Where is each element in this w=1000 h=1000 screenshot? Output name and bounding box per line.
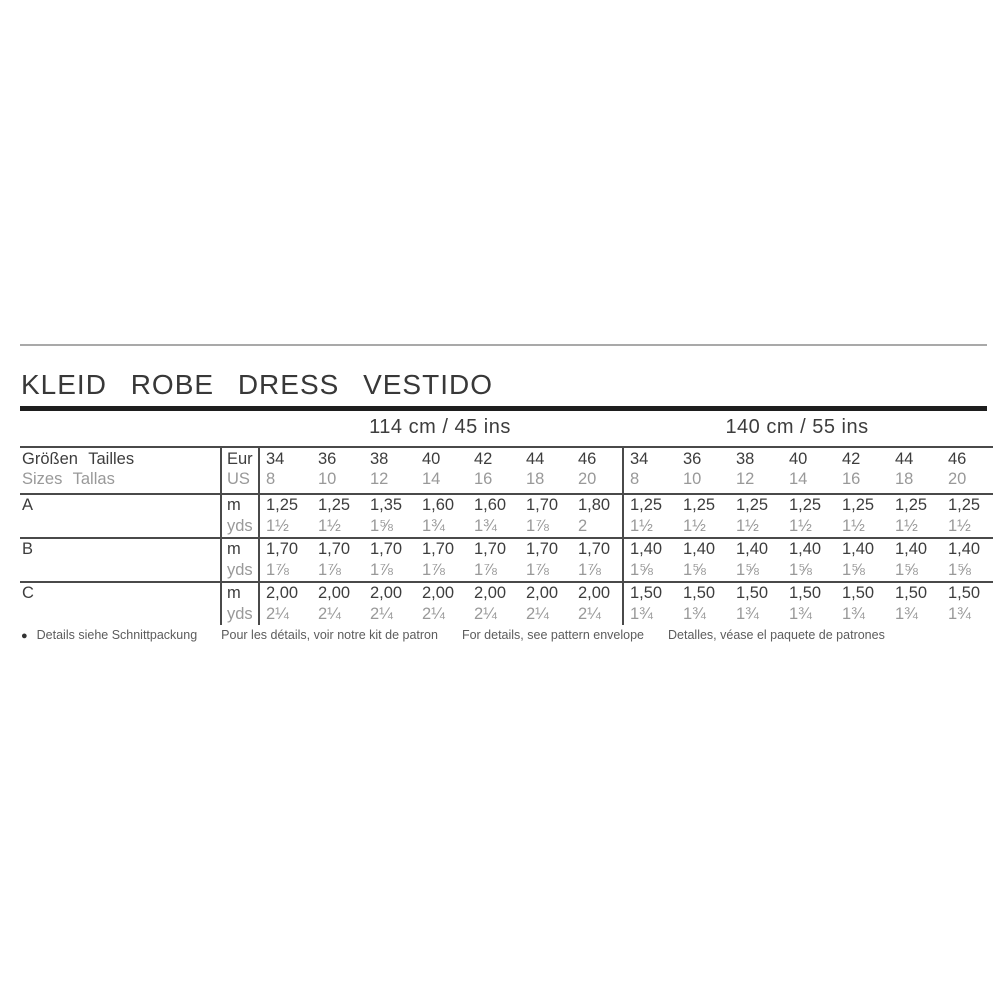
- metres-value-cell: 2,00: [318, 584, 351, 602]
- yards-value-cell: 1⅞: [578, 561, 601, 579]
- yards-value-cell: 2¼: [474, 605, 497, 623]
- eur-size-cell: 44: [895, 449, 914, 468]
- table-vertical-rule-units: [258, 446, 260, 625]
- yards-value-cell: 1⅞: [266, 561, 289, 579]
- yards-value-cell: 1½: [630, 517, 653, 535]
- footnote-de: [21, 628, 197, 642]
- yards-value-cell: 1½: [318, 517, 341, 535]
- yards-value-cell: 1⅝: [948, 561, 971, 579]
- yards-value-cell: 2¼: [266, 605, 289, 623]
- yards-value-cell: 1⅝: [736, 561, 759, 579]
- us-size-cell: 12: [370, 470, 389, 488]
- yards-value-cell: 1⅝: [683, 561, 706, 579]
- metres-value-cell: 1,25: [948, 496, 981, 514]
- us-size-cell: 14: [422, 470, 441, 488]
- yards-value-cell: 1½: [266, 517, 289, 535]
- eur-size-cell: 46: [948, 449, 967, 468]
- yards-value-cell: 1⅝: [842, 561, 865, 579]
- metres-value-cell: 1,40: [630, 540, 663, 558]
- yards-value-cell: 1¾: [789, 605, 812, 623]
- yards-value-cell: 1½: [683, 517, 706, 535]
- yards-value-cell: 1¾: [630, 605, 653, 623]
- yards-value-cell: 1⅝: [630, 561, 653, 579]
- bullet-icon: ●: [21, 630, 28, 642]
- metres-value-cell: 1,40: [736, 540, 769, 558]
- metres-value-cell: 1,25: [736, 496, 769, 514]
- table-vertical-rule-labels: [220, 446, 222, 625]
- yards-value-cell: 1¾: [683, 605, 706, 623]
- table-row-view-b: [20, 537, 993, 581]
- yards-value-cell: 1¾: [422, 517, 445, 535]
- metres-value-cell: 1,50: [789, 584, 822, 602]
- yards-value-cell: 1¾: [948, 605, 971, 623]
- metres-value-cell: 1,70: [266, 540, 299, 558]
- yards-value-cell: 1⅞: [370, 561, 393, 579]
- table-row-view-c: [20, 581, 993, 625]
- fabric-requirements-table: [20, 446, 993, 625]
- yards-value-cell: 1½: [948, 517, 971, 535]
- footnote-es: Detalles, véase el paquete de patrones: [668, 628, 885, 642]
- eur-size-cell: 46: [578, 449, 597, 468]
- yards-value-cell: 1¾: [736, 605, 759, 623]
- us-size-cell: 20: [948, 470, 967, 488]
- metres-value-cell: 1,70: [526, 496, 559, 514]
- us-size-cell: 20: [578, 470, 597, 488]
- yards-value-cell: 1⅞: [474, 561, 497, 579]
- us-size-cell: 10: [318, 470, 337, 488]
- eur-size-cell: 34: [630, 449, 649, 468]
- yards-value-cell: 1¾: [474, 517, 497, 535]
- yards-value-cell: 1½: [789, 517, 812, 535]
- metres-unit-label: m: [227, 584, 241, 602]
- view-label: B: [22, 540, 34, 558]
- yards-value-cell: 1⅞: [526, 517, 549, 535]
- eur-size-cell: 44: [526, 449, 545, 468]
- eur-unit-label: Eur: [227, 449, 253, 468]
- metres-value-cell: 1,70: [474, 540, 507, 558]
- metres-value-cell: 1,70: [526, 540, 559, 558]
- metres-value-cell: 2,00: [578, 584, 611, 602]
- us-size-cell: 12: [736, 470, 755, 488]
- details-footnote: [21, 628, 885, 642]
- yards-value-cell: 1⅞: [526, 561, 549, 579]
- metres-value-cell: 1,25: [318, 496, 351, 514]
- yards-value-cell: 2¼: [578, 605, 601, 623]
- yards-unit-label: yds: [227, 517, 253, 535]
- metres-value-cell: 1,25: [895, 496, 928, 514]
- metres-value-cell: 1,70: [318, 540, 351, 558]
- yards-value-cell: 1¾: [842, 605, 865, 623]
- metres-value-cell: 1,40: [895, 540, 928, 558]
- metres-value-cell: 1,25: [630, 496, 663, 514]
- metres-value-cell: 2,00: [474, 584, 507, 602]
- eur-size-cell: 40: [422, 449, 441, 468]
- yards-unit-label: yds: [227, 561, 253, 579]
- eur-size-cell: 42: [842, 449, 861, 468]
- metres-value-cell: 1,50: [842, 584, 875, 602]
- us-size-cell: 8: [630, 470, 640, 488]
- yards-value-cell: 1½: [895, 517, 918, 535]
- metres-value-cell: 1,40: [842, 540, 875, 558]
- us-size-cell: 10: [683, 470, 702, 488]
- size-header-row: [20, 446, 993, 493]
- yards-value-cell: 1¾: [895, 605, 918, 623]
- us-size-cell: 8: [266, 470, 276, 488]
- yards-value-cell: 1⅞: [318, 561, 341, 579]
- eur-size-cell: 40: [789, 449, 808, 468]
- metres-value-cell: 1,50: [630, 584, 663, 602]
- us-size-cell: 16: [474, 470, 493, 488]
- us-size-cell: 18: [526, 470, 545, 488]
- us-size-cell: 18: [895, 470, 914, 488]
- metres-value-cell: 1,60: [422, 496, 455, 514]
- size-header-label-de-fr: Größen Tailles: [22, 449, 135, 468]
- metres-value-cell: 1,60: [474, 496, 507, 514]
- eur-size-cell: 38: [370, 449, 389, 468]
- fabric-width-140cm-header: 140 cm / 55 ins: [725, 416, 869, 438]
- eur-size-cell: 42: [474, 449, 493, 468]
- metres-value-cell: 1,40: [948, 540, 981, 558]
- size-header-label-en-es: Sizes Tallas: [22, 470, 115, 488]
- view-label: C: [22, 584, 34, 602]
- metres-value-cell: 1,70: [578, 540, 611, 558]
- metres-value-cell: 1,70: [370, 540, 403, 558]
- metres-value-cell: 1,25: [789, 496, 822, 514]
- metres-value-cell: 2,00: [370, 584, 403, 602]
- metres-unit-label: m: [227, 540, 241, 558]
- metres-value-cell: 1,50: [895, 584, 928, 602]
- metres-value-cell: 1,25: [683, 496, 716, 514]
- metres-value-cell: 1,40: [683, 540, 716, 558]
- yards-value-cell: 2: [578, 517, 588, 535]
- us-unit-label: US: [227, 470, 250, 488]
- yards-value-cell: 1⅝: [370, 517, 393, 535]
- metres-value-cell: 2,00: [266, 584, 299, 602]
- yards-value-cell: 2¼: [526, 605, 549, 623]
- yards-value-cell: 1⅝: [895, 561, 918, 579]
- yards-value-cell: 2¼: [422, 605, 445, 623]
- yards-value-cell: 1½: [842, 517, 865, 535]
- table-row-view-a: [20, 493, 993, 537]
- metres-value-cell: 1,40: [789, 540, 822, 558]
- metres-unit-label: m: [227, 496, 241, 514]
- top-divider-rule: [20, 344, 987, 346]
- metres-value-cell: 1,25: [842, 496, 875, 514]
- metres-value-cell: 1,80: [578, 496, 611, 514]
- eur-size-cell: 38: [736, 449, 755, 468]
- yards-unit-label: yds: [227, 605, 253, 623]
- yards-value-cell: 1⅞: [422, 561, 445, 579]
- eur-size-cell: 36: [683, 449, 702, 468]
- eur-size-cell: 36: [318, 449, 337, 468]
- footnote-en: For details, see pattern envelope: [461, 628, 645, 642]
- view-label: A: [22, 496, 34, 514]
- yards-value-cell: 2¼: [318, 605, 341, 623]
- metres-value-cell: 1,70: [422, 540, 455, 558]
- title-underline-bar: [20, 406, 987, 411]
- footnote-fr: Pour les détails, voir notre kit de patron: [221, 628, 438, 642]
- fabric-width-114cm-header: 114 cm / 45 ins: [369, 416, 511, 438]
- footnote-de-text: Details siehe Schnittpackung: [36, 628, 198, 642]
- table-vertical-rule-width-groups: [622, 446, 624, 625]
- garment-title: KLEID ROBE DRESS VESTIDO: [21, 369, 493, 400]
- eur-size-cell: 34: [266, 449, 285, 468]
- metres-value-cell: 1,50: [736, 584, 769, 602]
- metres-value-cell: 2,00: [526, 584, 559, 602]
- yards-value-cell: 1½: [736, 517, 759, 535]
- fabric-width-headers: [20, 416, 993, 439]
- metres-value-cell: 2,00: [422, 584, 455, 602]
- us-size-cell: 16: [842, 470, 861, 488]
- us-size-cell: 14: [789, 470, 808, 488]
- metres-value-cell: 1,50: [948, 584, 981, 602]
- metres-value-cell: 1,25: [266, 496, 299, 514]
- metres-value-cell: 1,35: [370, 496, 403, 514]
- metres-value-cell: 1,50: [683, 584, 716, 602]
- yards-value-cell: 1⅝: [789, 561, 812, 579]
- yards-value-cell: 2¼: [370, 605, 393, 623]
